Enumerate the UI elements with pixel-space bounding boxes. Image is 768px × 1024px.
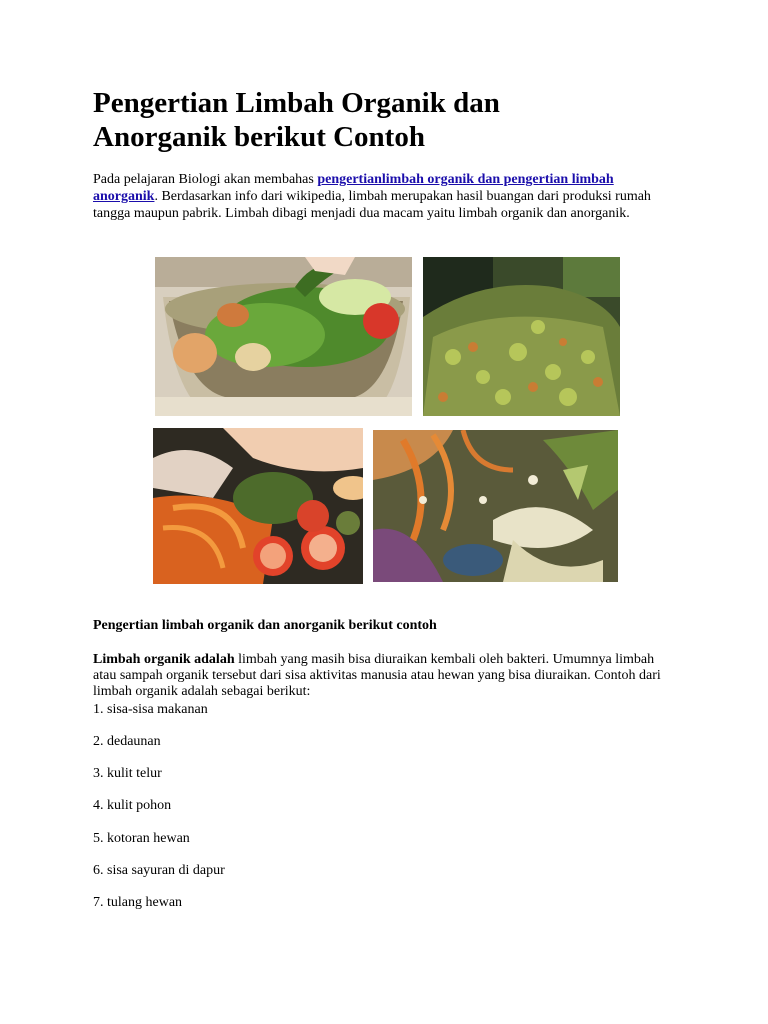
definition-link[interactable]: pengertianlimbah organik dan pengertian limbah anorganik	[93, 172, 614, 204]
definition-term: Limbah organik adalah	[93, 652, 235, 667]
compost-pile-photo	[423, 257, 620, 416]
food-scraps-bin-icon	[155, 257, 412, 416]
page-title	[93, 86, 653, 154]
title-line-2: Anorganik berikut Contoh	[93, 121, 425, 153]
compost-bin-photo	[155, 257, 412, 416]
list-item: 7. tulang hewan	[93, 895, 183, 910]
list-item: 5. kotoran hewan	[93, 831, 190, 846]
intro-paragraph	[93, 171, 673, 222]
tomato-scraps-icon	[153, 428, 363, 584]
peel-scraps-icon	[373, 430, 618, 582]
intro-text-before: Pada pelajaran Biologi akan membahas	[93, 172, 318, 187]
vegetable-scraps-photo	[153, 428, 363, 584]
mixed-waste-photo	[373, 430, 618, 582]
section-subheading: Pengertian limbah organik dan anorganik berikut contoh	[93, 618, 437, 633]
list-item: 6. sisa sayuran di dapur	[93, 863, 225, 878]
list-item: 2. dedaunan	[93, 734, 161, 749]
list-item: 3. kulit telur	[93, 766, 162, 781]
list-item: 1. sisa-sisa makanan	[93, 702, 208, 717]
intro-text-after: . Berdasarkan info dari wikipedia, limbah merupakan hasil buangan dari produksi rumah tangga maupun pabrik. Limbah dibagi menjadi dua macam yaitu limbah organik dan anorganik.	[93, 189, 651, 221]
definition-paragraph	[93, 652, 673, 700]
leaf-pile-icon	[423, 257, 620, 416]
title-line-1: Pengertian Limbah Organik dan	[93, 87, 500, 119]
definition-text: limbah yang masih bisa diuraikan kembali oleh bakteri. Umumnya limbah atau sampah organik tersebut dari sisa aktivitas manusia atau hewan yang bisa diuraikan. Contoh dari limbah organik adalah sebagai berikut:	[93, 652, 661, 699]
list-item: 4. kulit pohon	[93, 798, 172, 813]
